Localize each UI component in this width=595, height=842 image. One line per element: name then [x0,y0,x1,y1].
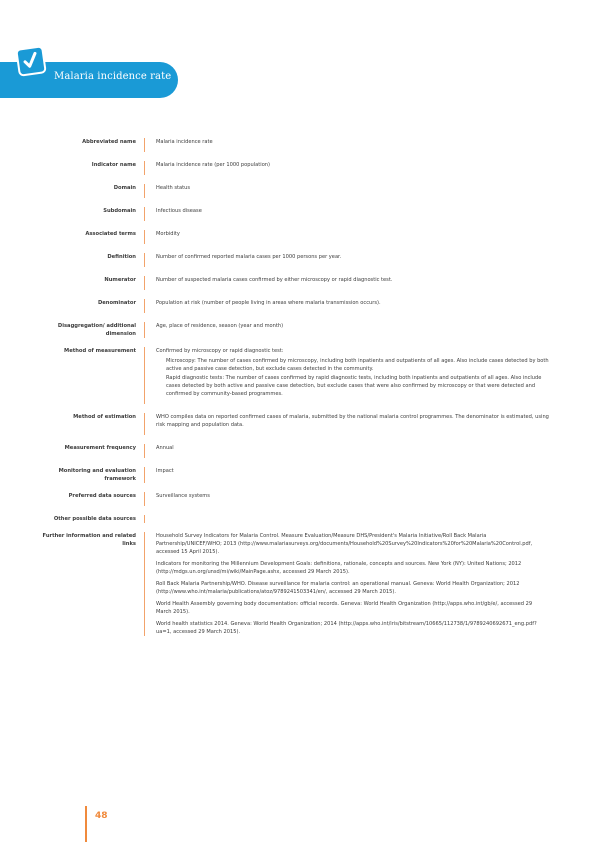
row-label: Disaggregation/ additional dimension [57,323,136,337]
content-text: Impact [156,468,174,474]
table-row [40,138,555,152]
page-number-rule [85,806,87,842]
row-label: Domain [113,185,136,191]
content-text: Age, place of residence, season (year and month) [156,323,284,329]
table-row [40,322,555,338]
content-text: Health status [156,185,190,191]
content-text: Annual [156,445,174,451]
row-content [145,322,555,338]
table-row [40,299,555,313]
page-number: 48 [95,811,108,821]
row-label: Indicator name [91,162,136,168]
table-row [40,532,555,636]
row-label: Numerator [104,277,136,283]
row-content [145,207,555,221]
row-content [145,444,555,458]
row-label: Further information and related links [42,533,136,547]
row-content [145,347,555,404]
row-label: Abbreviated name [82,139,136,145]
reference-item: Indicators for monitoring the Millennium Development Goals: definitions, rationale, concepts and sources. New York (NY): United Nations; 2012 (http://mdgs.un.org/unsd/mi/wiki/MainPage.ashx, accessed 29 March 2015). [156,561,522,575]
row-content [145,413,555,435]
row-content [145,184,555,198]
reference-item: World health statistics 2014. Geneva: World Health Organization; 2014 (http://apps.who.int/iris/bitstream/10665/112738/1/9789240692671_eng.pdf?ua=1, accessed 29 March 2015). [156,621,537,635]
checkmark-icon [15,45,47,77]
table-row [40,413,555,435]
content-text: Population at risk (number of people living in areas where malaria transmission occurs). [156,300,381,306]
row-content [145,161,555,175]
content-text: WHO compiles data on reported confirmed cases of malaria, submitted by the national malaria control programmes. The denominator is estimated, using risk mapping and population data. [156,414,549,428]
row-content [145,492,555,506]
table-row [40,444,555,458]
page-title: Malaria incidence rate [54,71,172,82]
table-row [40,347,555,404]
row-label: Definition [107,254,136,260]
row-content [145,467,555,483]
reference-item: World Health Assembly governing body documentation: official records. Geneva: World Health Organization (http://apps.who.int/gb/e/, accessed 29 March 2015). [156,601,533,615]
row-label: Method of estimation [73,414,136,420]
row-content [145,253,555,267]
table-row [40,492,555,506]
indicator-table [40,138,555,636]
content-text: Microscopy: The number of cases confirmed by microscopy, including both inpatients and outpatients of all ages. Also include cases detected by both active and passive case detection, but exclude cases detected in the community. [166,358,549,372]
row-content [145,138,555,152]
table-row [40,467,555,483]
content-text: Number of suspected malaria cases confirmed by either microscopy or rapid diagnostic test. [156,277,393,283]
content-text: Infectious disease [156,208,202,214]
table-row [40,161,555,175]
row-label: Preferred data sources [68,493,136,499]
table-row [40,276,555,290]
reference-item: Roll Back Malaria Partnership/WHO. Disease surveillance for malaria control: an operational manual. Geneva: World Health Organization; 2012 (http://www.who.int/malaria/publications/atoz/9789241503341/en/, accessed 29 March 2015). [156,581,520,595]
row-content [145,532,555,636]
content-text: Rapid diagnostic tests: The number of cases confirmed by rapid diagnostic tests, including both inpatients and outpatients of all ages. Also include cases detected by both active and passive case detection, but exclude cases that were also confirmed by microscopy or that were detected and confirmed by community-based programmes. [166,375,542,397]
content-text: Morbidity [156,231,180,237]
reference-item: Household Survey Indicators for Malaria Control. Measure Evaluation/Measure DHS/President's Malaria Initiative/Roll Back Malaria Partnership/UNICEF/WHO; 2013 (http://www.malariasurveys.org/documents/Household%20Survey%20Indicators%20for%20Malaria%20Control.pdf, accessed 15 April 2015). [156,533,533,555]
content-text: Surveillance systems [156,493,210,499]
row-content [145,230,555,244]
table-row [40,515,555,523]
row-label: Subdomain [103,208,136,214]
content-text: Confirmed by microscopy or rapid diagnostic test: [156,348,284,354]
row-content [145,299,555,313]
content-text: Malaria incidence rate (per 1000 population) [156,162,271,168]
table-row [40,207,555,221]
table-row [40,253,555,267]
row-label: Denominator [97,300,136,306]
table-row [40,184,555,198]
row-content [145,515,555,523]
row-label: Monitoring and evaluation framework [58,468,136,482]
row-label: Other possible data sources [53,516,136,522]
row-label: Method of measurement [64,348,136,354]
content-text: Malaria incidence rate [156,139,213,145]
content-text: Number of confirmed reported malaria cases per 1000 persons per year. [156,254,342,260]
row-content [145,276,555,290]
table-row [40,230,555,244]
row-label: Measurement frequency [64,445,136,451]
row-label: Associated terms [85,231,136,237]
